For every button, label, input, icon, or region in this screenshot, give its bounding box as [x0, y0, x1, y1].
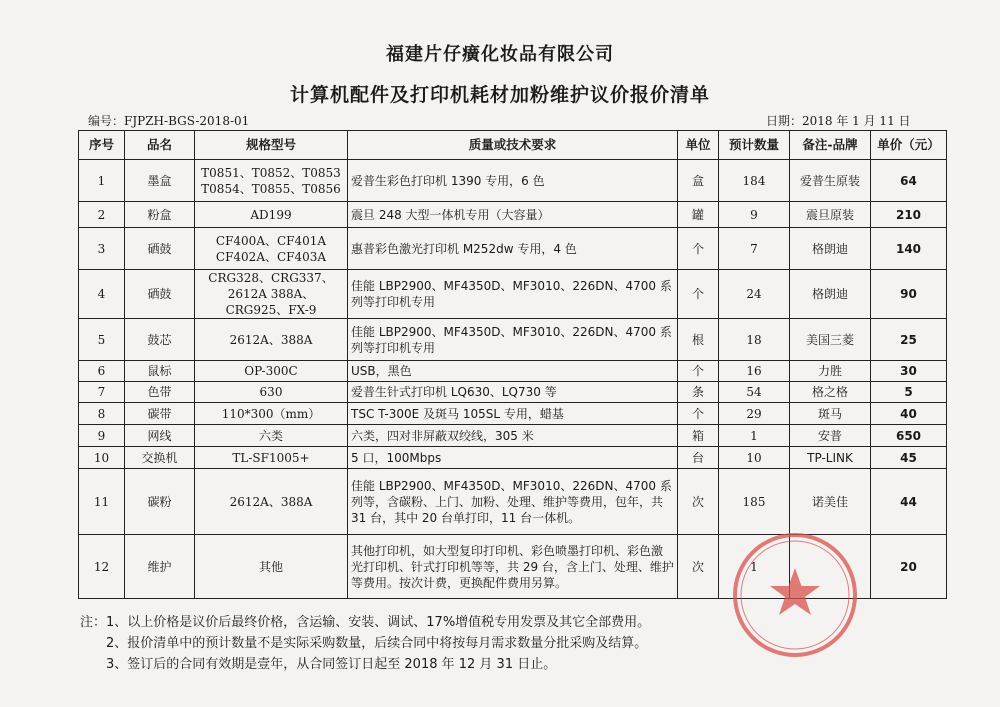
cell-spec: 2612A、388A	[195, 469, 348, 535]
cell-spec: 六类	[195, 425, 348, 447]
cell-unit: 台	[678, 447, 719, 469]
cell-spec: AD199	[195, 202, 348, 228]
cell-price: 40	[871, 403, 947, 425]
cell-spec: 110*300（mm）	[195, 403, 348, 425]
cell-spec: TL-SF1005+	[195, 447, 348, 469]
cell-unit: 个	[678, 270, 719, 319]
cell-brand: 震旦原装	[790, 202, 871, 228]
cell-requirement: 5 口，100Mbps	[348, 447, 678, 469]
column-header: 备注-品牌	[790, 131, 871, 160]
cell-unit: 根	[678, 319, 719, 361]
cell-qty: 24	[719, 270, 790, 319]
document-code: 编号：FJPZH-BGS-2018-01	[88, 114, 250, 128]
column-header: 单价（元）	[871, 131, 947, 160]
cell-requirement: USB，黑色	[348, 361, 678, 382]
table-header-row	[79, 131, 947, 160]
cell-spec: 2612A、388A	[195, 319, 348, 361]
cell-name: 鼠标	[125, 361, 195, 382]
cell-brand: 格之格	[790, 382, 871, 403]
cell-unit: 个	[678, 361, 719, 382]
cell-requirement: 六类，四对非屏蔽双绞线，305 米	[348, 425, 678, 447]
cell-name: 硒鼓	[125, 270, 195, 319]
table-row	[79, 202, 947, 228]
cell-brand	[790, 535, 871, 599]
column-header: 质量或技术要求	[348, 131, 678, 160]
note-line: 注：1、以上价格是议价后最终价格，含运输、安装、调试、17%增值税专用发票及其它全部费用。	[80, 615, 651, 630]
column-header: 预计数量	[719, 131, 790, 160]
cell-spec: CF400A、CF401A CF402A、CF403A	[195, 228, 348, 270]
cell-qty: 29	[719, 403, 790, 425]
cell-no: 10	[79, 447, 125, 469]
cell-name: 交换机	[125, 447, 195, 469]
cell-brand: 美国三菱	[790, 319, 871, 361]
cell-requirement: 其他打印机，如大型复印打印机、彩色喷墨打印机、彩色激光打印机、针式打印机等等，共 29 台，含上门、处理、维护等费用。按次计费，更换配件费用另算。	[348, 535, 678, 599]
cell-unit: 盒	[678, 160, 719, 202]
table-row	[79, 228, 947, 270]
cell-no: 8	[79, 403, 125, 425]
cell-qty: 1	[719, 425, 790, 447]
cell-price: 64	[871, 160, 947, 202]
cell-name: 维护	[125, 535, 195, 599]
cell-brand: 诺美佳	[790, 469, 871, 535]
cell-price: 20	[871, 535, 947, 599]
table-row	[79, 403, 947, 425]
cell-price: 44	[871, 469, 947, 535]
cell-unit: 个	[678, 403, 719, 425]
table-row	[79, 160, 947, 202]
cell-unit: 条	[678, 382, 719, 403]
cell-qty: 16	[719, 361, 790, 382]
cell-price: 25	[871, 319, 947, 361]
cell-brand: 格朗迪	[790, 228, 871, 270]
cell-unit: 箱	[678, 425, 719, 447]
cell-qty: 1	[719, 535, 790, 599]
cell-spec: T0851、T0852、T0853 T0854、T0855、T0856	[195, 160, 348, 202]
cell-no: 7	[79, 382, 125, 403]
cell-brand: TP-LINK	[790, 447, 871, 469]
cell-qty: 7	[719, 228, 790, 270]
cell-no: 11	[79, 469, 125, 535]
cell-price: 30	[871, 361, 947, 382]
note-line: 3、签订后的合同有效期是壹年，从合同签订日起至 2018 年 12 月 31 日止。	[106, 657, 557, 672]
document-title: 计算机配件及打印机耗材加粉维护议价报价清单	[289, 84, 710, 106]
cell-name: 硒鼓	[125, 228, 195, 270]
cell-name: 鼓芯	[125, 319, 195, 361]
cell-price: 650	[871, 425, 947, 447]
cell-name: 碳带	[125, 403, 195, 425]
cell-no: 1	[79, 160, 125, 202]
table-row	[79, 319, 947, 361]
cell-name: 网线	[125, 425, 195, 447]
cell-price: 45	[871, 447, 947, 469]
cell-qty: 54	[719, 382, 790, 403]
cell-no: 5	[79, 319, 125, 361]
column-header: 单位	[678, 131, 719, 160]
cell-brand: 安普	[790, 425, 871, 447]
quotation-table	[78, 130, 947, 599]
cell-requirement: 惠普彩色激光打印机 M252dw 专用，4 色	[348, 228, 678, 270]
table-row	[79, 425, 947, 447]
table-row	[79, 535, 947, 599]
table-row	[79, 382, 947, 403]
column-header: 序号	[79, 131, 125, 160]
cell-name: 色带	[125, 382, 195, 403]
cell-no: 9	[79, 425, 125, 447]
cell-requirement: 佳能 LBP2900、MF4350D、MF3010、226DN、4700 系列等打印机专用	[348, 270, 678, 319]
cell-no: 6	[79, 361, 125, 382]
cell-no: 2	[79, 202, 125, 228]
cell-requirement: 爱普生彩色打印机 1390 专用，6 色	[348, 160, 678, 202]
cell-requirement: 佳能 LBP2900、MF4350D、MF3010、226DN、4700 系列等，含碳粉、上门、加粉、处理、维护等费用，包年，共 31 台，其中 20 台单打印，11 台一体机。	[348, 469, 678, 535]
cell-requirement: 震旦 248 大型一体机专用（大容量）	[348, 202, 678, 228]
cell-price: 90	[871, 270, 947, 319]
cell-price: 210	[871, 202, 947, 228]
table-row	[79, 469, 947, 535]
cell-requirement: TSC T-300E 及斑马 105SL 专用，蜡基	[348, 403, 678, 425]
cell-unit: 个	[678, 228, 719, 270]
cell-no: 3	[79, 228, 125, 270]
cell-no: 4	[79, 270, 125, 319]
note-line: 2、报价清单中的预计数量不是实际采购数量，后续合同中将按每月需求数量分批采购及结算。	[106, 636, 648, 651]
cell-requirement: 佳能 LBP2900、MF4350D、MF3010、226DN、4700 系列等打印机专用	[348, 319, 678, 361]
cell-price: 5	[871, 382, 947, 403]
table-row	[79, 447, 947, 469]
cell-qty: 184	[719, 160, 790, 202]
cell-unit: 次	[678, 535, 719, 599]
cell-no: 12	[79, 535, 125, 599]
cell-name: 碳粉	[125, 469, 195, 535]
cell-requirement: 爱普生针式打印机 LQ630、LQ730 等	[348, 382, 678, 403]
cell-unit: 罐	[678, 202, 719, 228]
column-header: 品名	[125, 131, 195, 160]
cell-brand: 爱普生原装	[790, 160, 871, 202]
cell-qty: 10	[719, 447, 790, 469]
cell-unit: 次	[678, 469, 719, 535]
cell-qty: 185	[719, 469, 790, 535]
column-header: 规格型号	[195, 131, 348, 160]
company-name: 福建片仔癀化妆品有限公司	[386, 44, 614, 65]
notes	[80, 612, 650, 675]
cell-name: 粉盒	[125, 202, 195, 228]
cell-qty: 18	[719, 319, 790, 361]
cell-brand: 力胜	[790, 361, 871, 382]
cell-price: 140	[871, 228, 947, 270]
table-row	[79, 361, 947, 382]
cell-qty: 9	[719, 202, 790, 228]
cell-spec: 其他	[195, 535, 348, 599]
document-date: 日期：2018 年 1 月 11 日	[766, 114, 911, 128]
table-row	[79, 270, 947, 319]
cell-name: 墨盒	[125, 160, 195, 202]
cell-spec: CRG328、CRG337、2612A 388A、CRG925、FX-9	[195, 270, 348, 319]
cell-brand: 斑马	[790, 403, 871, 425]
cell-spec: OP-300C	[195, 361, 348, 382]
cell-brand: 格朗迪	[790, 270, 871, 319]
cell-spec: 630	[195, 382, 348, 403]
